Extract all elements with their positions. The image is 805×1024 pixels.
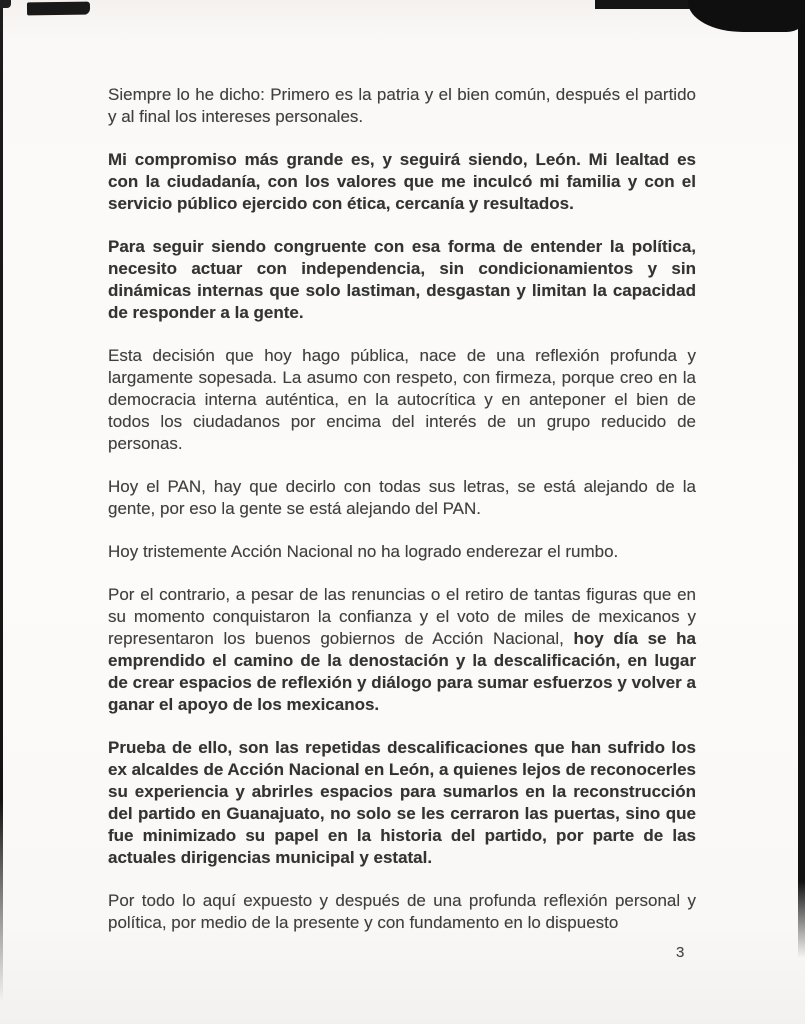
paragraph-9 [108, 890, 696, 934]
scan-corner-artifact-top-left [0, 0, 11, 8]
paragraph-2 [108, 149, 696, 215]
paragraph-6 [108, 541, 696, 563]
paragraph-7-text-regular: Por el contrario, a pesar de las renuncias o el retiro de tantas figuras que en su momento conquistaron la confianza y el voto de miles de mexicanos y representaron los buenos gobiernos de Acción Nacional, [108, 585, 696, 648]
paragraph-7-text-bold: hoy día se ha emprendido el camino de la denostación y la descalificación, en lugar de crear espacios de reflexión y diálogo para sumar esfuerzos y volver a ganar el apoyo de los mexicanos. [108, 629, 696, 714]
scan-smudge-top-right-blob [688, 0, 805, 32]
paragraph-1-text: Siempre lo he dicho: Primero es la patria y el bien común, después el partido y al final los intereses personales. [108, 85, 696, 126]
scan-smudge-top-left [27, 2, 90, 16]
paragraph-7 [108, 584, 696, 716]
paragraph-8 [108, 737, 696, 869]
paragraph-9-text: Por todo lo aquí expuesto y después de una profunda reflexión personal y política, por medio de la presente y con fundamento en lo dispuesto [108, 891, 696, 932]
paragraph-8-text: Prueba de ello, son las repetidas descalificaciones que han sufrido los ex alcaldes de Acción Nacional en León, a quienes lejos de reconocerles su experiencia y abrirles espacios para sumarlos en la reconstrucción del partido en Guanajuato, no solo se les cerraron las puertas, sino que fue minimizado su papel en la historia del partido, por parte de las actuales dirigencias municipal y estatal. [108, 738, 696, 867]
paragraph-2-text: Mi compromiso más grande es, y seguirá siendo, León. Mi lealtad es con la ciudadanía, con los valores que me inculcó mi familia y con el servicio público ejercido con ética, cercanía y resultados. [108, 150, 696, 213]
paragraph-4 [108, 345, 696, 455]
paragraph-6-text: Hoy tristemente Acción Nacional no ha logrado enderezar el rumbo. [108, 542, 619, 561]
paragraph-3-text: Para seguir siendo congruente con esa forma de entender la política, necesito actuar con independencia, sin condicionamientos y sin dinámicas internas que solo lastiman, desgastan y limitan la capacidad de responder a la gente. [108, 237, 696, 322]
scan-edge-artifact-left [0, 0, 3, 1002]
paragraph-1 [108, 84, 696, 128]
paragraph-5-text: Hoy el PAN, hay que decirlo con todas sus letras, se está alejando de la gente, por eso la gente se está alejando del PAN. [108, 477, 696, 518]
paragraph-3 [108, 236, 696, 324]
document-body [108, 84, 696, 955]
page-number: 3 [676, 944, 685, 961]
paragraph-5 [108, 476, 696, 520]
scan-edge-artifact-right [798, 0, 805, 958]
paragraph-4-text: Esta decisión que hoy hago pública, nace de una reflexión profunda y largamente sopesada. La asumo con respeto, con firmeza, porque creo en la democracia interna auténtica, en la autocrítica y en anteponer el bien de todos los ciudadanos por encima del interés de un grupo reducido de personas. [108, 346, 696, 453]
